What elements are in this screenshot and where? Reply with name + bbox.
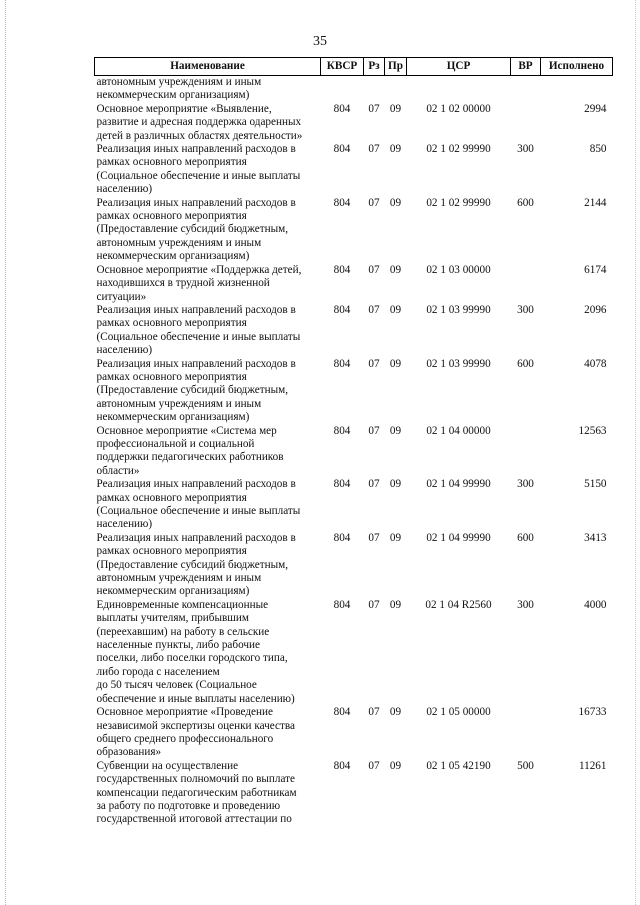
name-line: Реализация иных направлений расходов в — [96, 357, 296, 370]
scan-edge-right — [635, 0, 636, 905]
cell-name — [95, 706, 321, 760]
cell-pr: 09 — [389, 357, 402, 370]
name-line: Реализация иных направлений расходов в — [96, 531, 296, 544]
name-line: (Предоставление субсидий бюджетным, — [96, 384, 289, 397]
cell-rz: 07 — [368, 478, 380, 491]
cell-csr: 02 1 04 00000 — [426, 424, 491, 437]
cell-amount: 6174 — [584, 263, 607, 276]
name-line: ситуации» — [96, 290, 147, 303]
name-line: Реализация иных направлений расходов в — [96, 478, 296, 491]
name-line: населению) — [96, 344, 153, 357]
cell-kvsr: 804 — [333, 478, 351, 491]
name-line: рамках основного мероприятия — [96, 156, 247, 169]
cell-rz: 07 — [368, 196, 380, 209]
table-row — [95, 478, 613, 532]
cell-name — [95, 478, 321, 532]
cell-pr: 09 — [389, 531, 402, 544]
cell-name — [95, 358, 321, 425]
table-row — [95, 599, 613, 706]
cell-rz: 07 — [368, 759, 380, 772]
name-line: образования» — [96, 746, 162, 759]
cell-kvsr: 804 — [333, 102, 351, 115]
name-line: Реализация иных направлений расходов в — [96, 143, 296, 156]
header-name: Наименование — [95, 58, 321, 76]
table-row — [95, 304, 613, 358]
cell-amount: 3413 — [584, 531, 607, 544]
table-row — [95, 532, 613, 599]
cell-pr: 09 — [389, 263, 402, 276]
name-line: некоммерческим организациям) — [96, 585, 250, 598]
name-line: либо города с населением — [96, 665, 220, 678]
cell-name — [95, 197, 321, 264]
name-line: Реализация иных направлений расходов в — [96, 196, 296, 209]
cell-amount: 16733 — [578, 706, 607, 719]
cell-kvsr: 804 — [333, 424, 351, 437]
cell-pr: 09 — [389, 196, 402, 209]
name-line: поселки, либо поселки городского типа, — [96, 652, 288, 665]
header-rz: Рз — [364, 58, 385, 76]
name-line: общего среднего профессионального — [96, 732, 274, 745]
scan-edge-left — [5, 0, 6, 905]
cell-name — [95, 425, 321, 479]
cell-amount — [541, 76, 613, 103]
cell-pr: 09 — [389, 759, 402, 772]
cell-vr — [511, 264, 541, 304]
cell-kvsr: 804 — [333, 531, 351, 544]
name-line: (Социальное обеспечение и иные выплаты — [96, 330, 301, 343]
name-line: за работу по подготовке и проведению — [96, 799, 281, 812]
name-line: профессиональной и социальной — [96, 437, 255, 450]
cell-amount: 4078 — [584, 357, 607, 370]
name-line: выплаты учителям, прибывшим — [96, 612, 249, 625]
cell-csr: 02 1 05 00000 — [426, 706, 491, 719]
cell-csr: 02 1 04 99990 — [426, 478, 491, 491]
name-line: обеспечение и иные выплаты населению) — [96, 692, 295, 705]
name-line: автономным учреждениям и иным — [96, 397, 262, 410]
cell-rz: 07 — [368, 357, 380, 370]
cell-csr: 02 1 02 00000 — [426, 102, 491, 115]
cell-rz: 07 — [368, 531, 380, 544]
cell-name — [95, 264, 321, 304]
cell-kvsr: 804 — [333, 706, 351, 719]
table-body — [95, 76, 613, 827]
name-line: (переехавшим) на работу в сельские — [96, 625, 270, 638]
cell-pr: 09 — [389, 303, 402, 316]
cell-csr: 02 1 04 99990 — [426, 531, 491, 544]
table-row — [95, 143, 613, 197]
cell-name — [95, 143, 321, 197]
name-line: рамках основного мероприятия — [96, 317, 247, 330]
header-pr: Пр — [385, 58, 407, 76]
cell-rz: 07 — [368, 598, 380, 611]
name-line: рамках основного мероприятия — [96, 545, 247, 558]
name-line: Реализация иных направлений расходов в — [96, 303, 296, 316]
cell-kvsr: 804 — [333, 357, 351, 370]
cell-name — [95, 760, 321, 827]
name-line: рамках основного мероприятия — [96, 491, 247, 504]
cell-vr: 500 — [517, 759, 534, 772]
cell-amount: 4000 — [584, 598, 607, 611]
name-line: Основное мероприятие «Проведение — [96, 706, 273, 719]
cell-amount: 850 — [589, 143, 607, 156]
cell-vr: 600 — [517, 357, 534, 370]
name-line: автономным учреждениям и иным — [96, 236, 262, 249]
name-line: некоммерческим организациям) — [96, 89, 250, 102]
cell-vr: 300 — [517, 143, 534, 156]
table-row — [95, 264, 613, 304]
cell-csr: 02 1 03 00000 — [426, 263, 491, 276]
cell-name — [95, 304, 321, 358]
table-header-row — [95, 58, 613, 76]
cell-vr: 300 — [517, 598, 534, 611]
name-line: детей в различных областях деятельности» — [96, 129, 303, 142]
cell-name — [95, 76, 321, 103]
cell-csr: 02 1 03 99990 — [426, 303, 491, 316]
name-line: некоммерческим организациям) — [96, 250, 250, 263]
cell-vr: 300 — [517, 478, 534, 491]
cell-kvsr: 804 — [333, 263, 351, 276]
name-line: развитие и адресная поддержка одаренных — [96, 116, 302, 129]
table-row — [95, 706, 613, 760]
cell-csr: 02 1 03 99990 — [426, 357, 491, 370]
cell-amount: 11261 — [578, 759, 607, 772]
name-line: (Социальное обеспечение и иные выплаты — [96, 505, 301, 517]
cell-rz: 07 — [368, 143, 380, 156]
cell-amount: 5150 — [584, 478, 607, 491]
cell-pr: 09 — [389, 478, 402, 491]
name-line: населению) — [96, 183, 153, 196]
cell-amount: 2144 — [584, 196, 607, 209]
cell-kvsr: 804 — [333, 196, 351, 209]
cell-rz — [364, 76, 385, 103]
table-row — [95, 425, 613, 479]
header-amount: Исполнено — [541, 58, 613, 76]
cell-vr: 300 — [517, 303, 534, 316]
name-line: Субвенции на осуществление — [96, 759, 239, 772]
cell-amount: 2096 — [584, 303, 607, 316]
name-line: поддержки педагогических работников — [96, 451, 284, 464]
cell-pr: 09 — [389, 706, 402, 719]
cell-csr: 02 1 05 42190 — [426, 759, 491, 772]
cell-vr — [511, 76, 541, 103]
table-row — [95, 197, 613, 264]
cell-vr — [511, 706, 541, 760]
name-line: компенсации педагогическим работникам — [96, 786, 297, 799]
cell-pr: 09 — [389, 102, 402, 115]
cell-vr — [511, 425, 541, 479]
cell-csr: 02 1 04 R2560 — [425, 598, 492, 611]
name-line: населению) — [96, 518, 153, 531]
cell-pr: 09 — [389, 143, 402, 156]
name-line: находившихся в трудной жизненной — [96, 277, 270, 290]
table-row — [95, 760, 613, 827]
name-line: (Предоставление субсидий бюджетным, — [96, 558, 289, 571]
name-line: Основное мероприятие «Система мер — [96, 424, 277, 437]
name-line: независимой экспертизы оценки качества — [96, 719, 295, 732]
name-line: до 50 тысяч человек (Социальное — [96, 679, 257, 692]
name-line: рамках основного мероприятия — [96, 370, 247, 383]
page-number: 35 — [313, 34, 327, 49]
cell-rz: 07 — [368, 263, 380, 276]
cell-pr: 09 — [389, 598, 402, 611]
name-line: (Предоставление субсидий бюджетным, — [96, 223, 289, 236]
cell-name — [95, 599, 321, 706]
cell-csr: 02 1 02 99990 — [426, 143, 491, 156]
cell-kvsr: 804 — [333, 143, 351, 156]
name-line: некоммерческим организациям) — [96, 411, 250, 424]
name-line: населенные пункты, либо рабочие — [96, 639, 260, 652]
name-line: рамках основного мероприятия — [96, 210, 247, 223]
header-vr: ВР — [511, 58, 541, 76]
cell-vr: 600 — [517, 531, 534, 544]
header-csr: ЦСР — [407, 58, 511, 76]
cell-amount: 2994 — [584, 102, 607, 115]
cell-pr — [385, 76, 407, 103]
name-line: автономным учреждениям и иным — [96, 572, 262, 585]
cell-pr: 09 — [389, 424, 402, 437]
name-line: Основное мероприятие «Поддержка детей, — [96, 263, 302, 276]
cell-amount: 12563 — [578, 424, 607, 437]
cell-rz: 07 — [368, 102, 380, 115]
name-line: области» — [96, 464, 140, 477]
name-line: Единовременные компенсационные — [96, 598, 269, 611]
cell-kvsr: 804 — [333, 303, 351, 316]
table-row — [95, 76, 613, 103]
header-kvsr: КВСР — [321, 58, 364, 76]
name-line: государственных полномочий по выплате — [96, 773, 295, 786]
cell-kvsr: 804 — [333, 759, 351, 772]
cell-rz: 07 — [368, 706, 380, 719]
cell-vr: 600 — [517, 196, 534, 209]
table-row — [95, 358, 613, 425]
name-line: (Социальное обеспечение и иные выплаты — [96, 169, 301, 182]
cell-vr — [511, 103, 541, 143]
cell-name — [95, 532, 321, 599]
cell-csr: 02 1 02 99990 — [426, 196, 491, 209]
name-line: Основное мероприятие «Выявление, — [96, 102, 272, 115]
cell-csr — [407, 76, 511, 103]
name-line: государственной итоговой аттестации по — [96, 813, 292, 826]
cell-rz: 07 — [368, 303, 380, 316]
cell-name — [95, 103, 321, 143]
budget-table — [94, 57, 613, 827]
cell-rz: 07 — [368, 424, 380, 437]
table-row — [95, 103, 613, 143]
name-line: автономным учреждениям и иным — [96, 76, 262, 88]
cell-kvsr — [321, 76, 364, 103]
cell-kvsr: 804 — [333, 598, 351, 611]
